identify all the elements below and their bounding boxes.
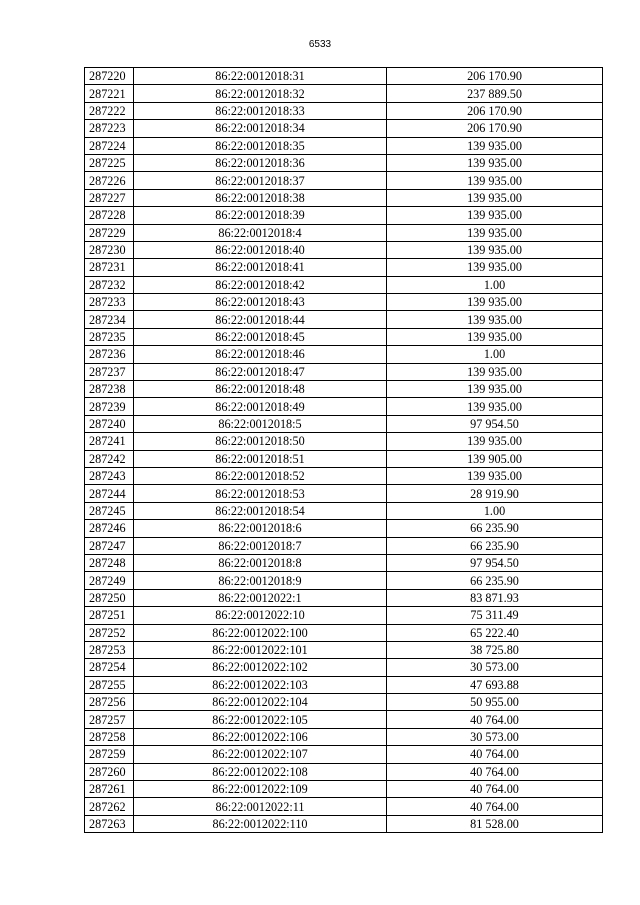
- record-number-cell: 287241: [85, 433, 134, 450]
- table-row: [85, 485, 603, 502]
- table-row: [85, 68, 603, 85]
- cadastral-number-cell: 86:22:0012018:32: [134, 85, 387, 102]
- table-row: [85, 137, 603, 154]
- record-number-cell: 287261: [85, 781, 134, 798]
- cadastral-number-cell: 86:22:0012022:11: [134, 798, 387, 815]
- record-number-cell: 287236: [85, 346, 134, 363]
- cadastral-value-cell: 1.00: [387, 346, 603, 363]
- table-row: [85, 746, 603, 763]
- cadastral-value-cell: 40 764.00: [387, 746, 603, 763]
- record-number-cell: 287220: [85, 68, 134, 85]
- cadastral-number-cell: 86:22:0012018:8: [134, 554, 387, 571]
- cadastral-number-cell: 86:22:0012022:102: [134, 659, 387, 676]
- record-number-cell: 287256: [85, 694, 134, 711]
- cadastral-value-cell: 28 919.90: [387, 485, 603, 502]
- table-row: [85, 763, 603, 780]
- table-row: [85, 85, 603, 102]
- table-row: [85, 450, 603, 467]
- record-number-cell: 287260: [85, 763, 134, 780]
- table-row: [85, 276, 603, 293]
- cadastral-number-cell: 86:22:0012018:51: [134, 450, 387, 467]
- cadastral-value-cell: 30 573.00: [387, 728, 603, 745]
- record-number-cell: 287247: [85, 537, 134, 554]
- table-row: [85, 711, 603, 728]
- record-number-cell: 287240: [85, 415, 134, 432]
- record-number-cell: 287248: [85, 554, 134, 571]
- cadastral-number-cell: 86:22:0012018:37: [134, 172, 387, 189]
- cadastral-number-cell: 86:22:0012018:48: [134, 381, 387, 398]
- record-number-cell: 287238: [85, 381, 134, 398]
- table-row: [85, 520, 603, 537]
- cadastral-number-cell: 86:22:0012018:34: [134, 120, 387, 137]
- cadastral-value-cell: 139 935.00: [387, 328, 603, 345]
- table-row: [85, 346, 603, 363]
- table-row: [85, 241, 603, 258]
- cadastral-number-cell: 86:22:0012022:10: [134, 607, 387, 624]
- cadastral-value-cell: 206 170.90: [387, 102, 603, 119]
- cadastral-value-cell: 139 935.00: [387, 207, 603, 224]
- cadastral-value-cell: 139 935.00: [387, 154, 603, 171]
- cadastral-value-cell: 97 954.50: [387, 554, 603, 571]
- cadastral-number-cell: 86:22:0012018:36: [134, 154, 387, 171]
- cadastral-number-cell: 86:22:0012018:4: [134, 224, 387, 241]
- cadastral-number-cell: 86:22:0012018:31: [134, 68, 387, 85]
- cadastral-number-cell: 86:22:0012018:52: [134, 467, 387, 484]
- cadastral-value-cell: 40 764.00: [387, 781, 603, 798]
- table-row: [85, 607, 603, 624]
- cadastral-value-cell: 139 935.00: [387, 241, 603, 258]
- table-row: [85, 398, 603, 415]
- cadastral-number-cell: 86:22:0012018:39: [134, 207, 387, 224]
- table-row: [85, 381, 603, 398]
- cadastral-number-cell: 86:22:0012018:44: [134, 311, 387, 328]
- cadastral-number-cell: 86:22:0012018:46: [134, 346, 387, 363]
- record-number-cell: 287243: [85, 467, 134, 484]
- cadastral-value-cell: 139 935.00: [387, 467, 603, 484]
- record-number-cell: 287257: [85, 711, 134, 728]
- table-row: [85, 502, 603, 519]
- registry-table: [84, 67, 603, 833]
- table-row: [85, 659, 603, 676]
- cadastral-value-cell: 75 311.49: [387, 607, 603, 624]
- table-row: [85, 798, 603, 815]
- cadastral-number-cell: 86:22:0012022:109: [134, 781, 387, 798]
- cadastral-number-cell: 86:22:0012022:108: [134, 763, 387, 780]
- cadastral-number-cell: 86:22:0012018:5: [134, 415, 387, 432]
- cadastral-number-cell: 86:22:0012022:100: [134, 624, 387, 641]
- cadastral-value-cell: 1.00: [387, 502, 603, 519]
- cadastral-value-cell: 66 235.90: [387, 537, 603, 554]
- cadastral-value-cell: 139 935.00: [387, 433, 603, 450]
- cadastral-number-cell: 86:22:0012018:53: [134, 485, 387, 502]
- record-number-cell: 287228: [85, 207, 134, 224]
- cadastral-value-cell: 139 935.00: [387, 381, 603, 398]
- cadastral-value-cell: 83 871.93: [387, 589, 603, 606]
- record-number-cell: 287231: [85, 259, 134, 276]
- cadastral-value-cell: 30 573.00: [387, 659, 603, 676]
- record-number-cell: 287221: [85, 85, 134, 102]
- cadastral-value-cell: 139 935.00: [387, 189, 603, 206]
- cadastral-number-cell: 86:22:0012018:45: [134, 328, 387, 345]
- cadastral-number-cell: 86:22:0012022:106: [134, 728, 387, 745]
- cadastral-value-cell: 139 935.00: [387, 172, 603, 189]
- cadastral-number-cell: 86:22:0012018:38: [134, 189, 387, 206]
- record-number-cell: 287230: [85, 241, 134, 258]
- record-number-cell: 287244: [85, 485, 134, 502]
- table-row: [85, 694, 603, 711]
- record-number-cell: 287239: [85, 398, 134, 415]
- cadastral-value-cell: 47 693.88: [387, 676, 603, 693]
- table-row: [85, 363, 603, 380]
- cadastral-value-cell: 206 170.90: [387, 68, 603, 85]
- cadastral-number-cell: 86:22:0012022:1: [134, 589, 387, 606]
- record-number-cell: 287232: [85, 276, 134, 293]
- cadastral-number-cell: 86:22:0012022:110: [134, 815, 387, 832]
- cadastral-value-cell: 66 235.90: [387, 572, 603, 589]
- cadastral-number-cell: 86:22:0012018:50: [134, 433, 387, 450]
- cadastral-number-cell: 86:22:0012018:9: [134, 572, 387, 589]
- table-row: [85, 311, 603, 328]
- record-number-cell: 287251: [85, 607, 134, 624]
- table-row: [85, 189, 603, 206]
- cadastral-value-cell: 139 935.00: [387, 259, 603, 276]
- cadastral-value-cell: 50 955.00: [387, 694, 603, 711]
- cadastral-number-cell: 86:22:0012018:47: [134, 363, 387, 380]
- table-row: [85, 554, 603, 571]
- record-number-cell: 287235: [85, 328, 134, 345]
- table-row: [85, 728, 603, 745]
- record-number-cell: 287252: [85, 624, 134, 641]
- cadastral-number-cell: 86:22:0012022:105: [134, 711, 387, 728]
- record-number-cell: 287227: [85, 189, 134, 206]
- table-row: [85, 224, 603, 241]
- registry-table-body: [85, 68, 603, 833]
- cadastral-number-cell: 86:22:0012018:54: [134, 502, 387, 519]
- page-number: 6533: [308, 39, 332, 50]
- table-row: [85, 537, 603, 554]
- record-number-cell: 287224: [85, 137, 134, 154]
- cadastral-value-cell: 139 935.00: [387, 224, 603, 241]
- table-row: [85, 259, 603, 276]
- table-row: [85, 641, 603, 658]
- cadastral-value-cell: 139 935.00: [387, 398, 603, 415]
- cadastral-value-cell: 139 905.00: [387, 450, 603, 467]
- table-row: [85, 328, 603, 345]
- cadastral-value-cell: 1.00: [387, 276, 603, 293]
- cadastral-number-cell: 86:22:0012018:40: [134, 241, 387, 258]
- table-row: [85, 154, 603, 171]
- table-row: [85, 172, 603, 189]
- record-number-cell: 287225: [85, 154, 134, 171]
- record-number-cell: 287250: [85, 589, 134, 606]
- table-row: [85, 467, 603, 484]
- record-number-cell: 287222: [85, 102, 134, 119]
- table-row: [85, 676, 603, 693]
- table-row: [85, 572, 603, 589]
- cadastral-value-cell: 40 764.00: [387, 711, 603, 728]
- record-number-cell: 287253: [85, 641, 134, 658]
- table-row: [85, 815, 603, 832]
- cadastral-value-cell: 206 170.90: [387, 120, 603, 137]
- record-number-cell: 287263: [85, 815, 134, 832]
- cadastral-value-cell: 65 222.40: [387, 624, 603, 641]
- cadastral-value-cell: 139 935.00: [387, 311, 603, 328]
- record-number-cell: 287259: [85, 746, 134, 763]
- record-number-cell: 287249: [85, 572, 134, 589]
- cadastral-value-cell: 139 935.00: [387, 294, 603, 311]
- cadastral-value-cell: 139 935.00: [387, 137, 603, 154]
- cadastral-number-cell: 86:22:0012022:104: [134, 694, 387, 711]
- record-number-cell: 287254: [85, 659, 134, 676]
- record-number-cell: 287245: [85, 502, 134, 519]
- table-row: [85, 102, 603, 119]
- record-number-cell: 287226: [85, 172, 134, 189]
- cadastral-number-cell: 86:22:0012018:42: [134, 276, 387, 293]
- cadastral-number-cell: 86:22:0012022:103: [134, 676, 387, 693]
- record-number-cell: 287229: [85, 224, 134, 241]
- cadastral-value-cell: 97 954.50: [387, 415, 603, 432]
- record-number-cell: 287255: [85, 676, 134, 693]
- cadastral-value-cell: 66 235.90: [387, 520, 603, 537]
- cadastral-value-cell: 40 764.00: [387, 763, 603, 780]
- cadastral-number-cell: 86:22:0012018:7: [134, 537, 387, 554]
- cadastral-value-cell: 40 764.00: [387, 798, 603, 815]
- record-number-cell: 287237: [85, 363, 134, 380]
- cadastral-value-cell: 139 935.00: [387, 363, 603, 380]
- record-number-cell: 287223: [85, 120, 134, 137]
- table-row: [85, 433, 603, 450]
- cadastral-number-cell: 86:22:0012022:107: [134, 746, 387, 763]
- record-number-cell: 287262: [85, 798, 134, 815]
- cadastral-value-cell: 81 528.00: [387, 815, 603, 832]
- record-number-cell: 287233: [85, 294, 134, 311]
- cadastral-number-cell: 86:22:0012022:101: [134, 641, 387, 658]
- table-row: [85, 120, 603, 137]
- cadastral-number-cell: 86:22:0012018:43: [134, 294, 387, 311]
- cadastral-number-cell: 86:22:0012018:6: [134, 520, 387, 537]
- cadastral-value-cell: 38 725.80: [387, 641, 603, 658]
- record-number-cell: 287234: [85, 311, 134, 328]
- cadastral-number-cell: 86:22:0012018:35: [134, 137, 387, 154]
- record-number-cell: 287258: [85, 728, 134, 745]
- table-row: [85, 294, 603, 311]
- table-row: [85, 207, 603, 224]
- cadastral-value-cell: 237 889.50: [387, 85, 603, 102]
- table-row: [85, 624, 603, 641]
- record-number-cell: 287242: [85, 450, 134, 467]
- cadastral-number-cell: 86:22:0012018:41: [134, 259, 387, 276]
- record-number-cell: 287246: [85, 520, 134, 537]
- cadastral-number-cell: 86:22:0012018:49: [134, 398, 387, 415]
- table-row: [85, 589, 603, 606]
- cadastral-number-cell: 86:22:0012018:33: [134, 102, 387, 119]
- table-row: [85, 415, 603, 432]
- table-row: [85, 781, 603, 798]
